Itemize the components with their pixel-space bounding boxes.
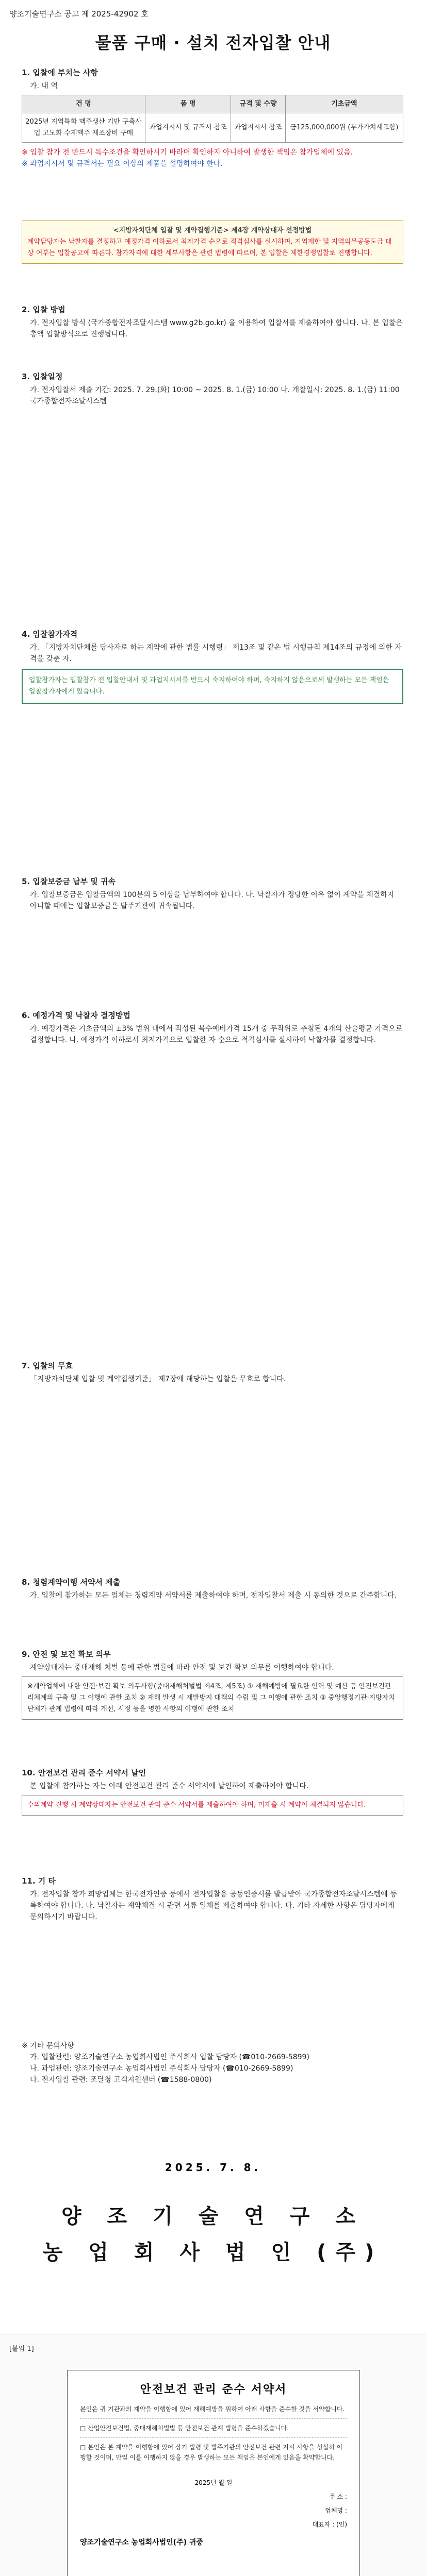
- table-header-row: [22, 95, 403, 113]
- section-3: [22, 371, 403, 407]
- section-text: 본 입찰에 참가하는 자는 아래 안전보건 관리 준수 서약서에 날인하여 제출하여야 합니다.: [30, 1782, 309, 1790]
- pledge-form: [67, 2370, 360, 2576]
- section-heading: 10. 안전보건 관리 준수 서약서 날인: [22, 1768, 146, 1777]
- section-heading: 6. 예정가격 및 낙찰자 결정방법: [22, 1011, 130, 1020]
- form-recipient: 양조기술연구소 농업회사법인(주) 귀중: [80, 2538, 203, 2547]
- table-header: 품 명: [145, 95, 231, 113]
- section-heading: 9. 안전 및 보건 확보 의무: [22, 1650, 111, 1659]
- contact-line: 나. 과업관련: 양조기술연구소 농업회사법인 주식회사 담당자 (☎010-2669-5899): [30, 2064, 293, 2073]
- table-cell: 과업지시서 참조: [231, 113, 285, 143]
- section-text: 가. 전자입찰서 제출 기간: 2025. 7. 29.(화) 10:00 ~ 2025. 8. 1.(금) 10:00 나. 개찰일시: 2025. 8. 1.(금) 11:00 국가종합전자조달시스템: [30, 386, 400, 405]
- section-heading: 1. 입찰에 부치는 사항: [22, 68, 98, 77]
- section-heading: 11. 기 타: [22, 1876, 56, 1886]
- form-address: 주 소 :: [329, 2493, 347, 2500]
- attachment-label: [붙임 1]: [9, 2345, 34, 2353]
- section-text: 가. 예정가격은 기초금액의 ±3% 범위 내에서 작성된 복수예비가격 15개 중 무작위로 추첨된 4개의 산술평균 가격으로 결정합니다. 나. 예정가격 이하로서 최저가격으로 입찰한 자 순으로 적격심사를 실시하여 낙찰자를 결정합니다.: [30, 1025, 403, 1044]
- table-header: 기초금액: [285, 95, 403, 113]
- section-heading: 5. 입찰보증금 납부 및 귀속: [22, 877, 116, 886]
- section-heading: 2. 입찰 방법: [22, 305, 65, 314]
- section-11: [22, 1875, 403, 1923]
- organization-name: 양 조 기 술 연 구 소: [61, 2205, 365, 2228]
- form-item: □ 산업안전보건법, 중대재해처벌법 등 안전보건 관계 법령을 준수하겠습니다.: [80, 2418, 347, 2433]
- section-text: 가. 「지방자치단체를 당사자로 하는 계약에 관한 법률 시행령」 제13조 및 같은 법 시행규칙 제14조의 규정에 의한 자격을 갖춘 자.: [30, 643, 402, 663]
- table-row: [22, 113, 403, 143]
- form-body: [68, 2397, 359, 2470]
- notice-box: [22, 221, 403, 264]
- section-heading: 7. 입찰의 무효: [22, 1361, 73, 1370]
- contact-line: 다. 전자입찰 관련: 조달청 고객지원센터 (☎1588-0800): [30, 2076, 212, 2084]
- red-note: ※ 입찰 참가 전 반드시 특수조건을 확인하시기 바라며 확인하지 아니하여 발생한 책임은 참가업체에 있음.: [22, 148, 353, 157]
- section-text: 「지방자치단체 입찰 및 계약집행기준」 제7장에 해당하는 입찰은 무효로 합니다.: [30, 1375, 286, 1383]
- section-5: [22, 876, 403, 912]
- document-title: 물품 구매 · 설치 전자입찰 안내: [95, 33, 331, 53]
- sub-heading: 가. 내 역: [30, 82, 58, 90]
- form-representative: 대표자 : (인): [312, 2521, 347, 2528]
- contact-section: [22, 2040, 403, 2086]
- section-text: 가. 전자입찰 참가 희망업체는 한국전자인증 등에서 전자입찰용 공동인증서를 발급받아 국가종합전자조달시스템에 등록하여야 합니다. 나. 낙찰자는 계약체결 시 관련 서류 일체를 제출하여야 합니다. 다. 기타 자세한 사항은 담당자에게 문의하시기 바랍니다.: [30, 1890, 397, 1921]
- table-header: 건 명: [22, 95, 145, 113]
- form-intro: 본인은 귀 기관과의 계약을 이행함에 있어 재해예방을 위하여 아래 사항을 준수할 것을 서약합니다.: [80, 2405, 345, 2413]
- section-text: 가. 입찰에 참가하는 모든 업체는 청렴계약 서약서를 제출하여야 하며, 전자입찰서 제출 시 동의한 것으로 간주합니다.: [30, 1591, 397, 1600]
- form-title: 안전보건 관리 준수 서약서: [140, 2383, 287, 2396]
- announcement-date: 2025. 7. 8.: [165, 2161, 261, 2174]
- section-text: 가. 입찰보증금은 입찰금액의 100분의 5 이상을 납부하여야 합니다. 나. 낙찰자가 정당한 이유 없이 계약을 체결하지 아니할 때에는 입찰보증금은 발주기관에 귀속됩니다.: [30, 891, 395, 910]
- section-8: [22, 1577, 403, 1601]
- section-9: [22, 1649, 403, 1723]
- organization-name-line2: 농 업 회 사 법 인 (주): [42, 2241, 384, 2264]
- section-4: [22, 629, 403, 708]
- section-2: [22, 304, 403, 340]
- form-date: 2025년 월 일: [194, 2479, 233, 2486]
- bid-items-table: [22, 95, 403, 143]
- section-heading: 3. 입찰일정: [22, 372, 63, 381]
- section-text: 계약상대자는 중대재해 처벌 등에 관한 법률에 따라 안전 및 보건 확보 의무를 이행하여야 합니다.: [30, 1664, 334, 1672]
- contact-line: 가. 입찰관련: 양조기술연구소 농업회사법인 주식회사 입찰 담당자 (☎010-2669-5899): [30, 2053, 309, 2061]
- eligibility-note-box: 입찰참가자는 입찰참가 전 입찰안내서 및 과업지시서를 반드시 숙지하여야 하며, 숙지하지 않음으로써 발생하는 모든 책임은 입찰참가자에게 있습니다.: [22, 669, 403, 704]
- safety-obligations-box: ※계약업체에 대한 안전·보건 확보 의무사항(중대재해처벌법 제4조, 제5조) ① 재해예방에 필요한 인력 및 예산 등 안전보건관리체계의 구축 및 그 이행에 관한 조치 ② 재해 발생 시 재발방지 대책의 수립 및 그 이행에 관한 조치 ③ 중앙행정기관·지방자치단체가 관계 법령에 따라 개선, 시정 등을 명한 사항의 이행에 관한 조치: [22, 1676, 403, 1720]
- section-heading: 4. 입찰참가자격: [22, 630, 78, 639]
- blue-note: ※ 과업지시서 및 규격서는 필요 이상의 제품을 설명하여야 한다.: [22, 160, 223, 168]
- section-1: [22, 67, 403, 170]
- pledge-quote-box: 수의계약 진행 시 계약상대자는 안전보건 관리 준수 서약서를 제출하여야 하며, 미제출 시 계약이 체결되지 않습니다.: [22, 1795, 403, 1816]
- notice-heading: <지방자치단체 입찰 및 계약집행기준> 제4장 계약상대자 선정방법: [113, 227, 312, 234]
- section-7: [22, 1360, 403, 1385]
- section-text: 가. 전자입찰 방식 (국가종합전자조달시스템 www.g2b.go.kr) 을 이용하여 입찰서를 제출하여야 합니다. 나. 본 입찰은 총액 입찰방식으로 진행됩니다.: [30, 319, 403, 338]
- form-item: □ 본인은 본 계약을 이행함에 있어 상기 법령 및 발주기관의 안전보건 관련 지시 사항을 성실히 이행할 것이며, 만일 이를 이행하지 않을 경우 발생하는 모든 책임은 본인에게 있음을 확약합니다.: [80, 2437, 347, 2463]
- section-6: [22, 1010, 403, 1046]
- notice-text: 계약담당자는 낙찰자를 결정하고 예정가격 이하로서 최저가격 순으로 적격심사를 실시하며, 지역제한 및 지역의무공동도급 대상 여부는 입찰공고에 따른다. 참가자격에 대한 세부사항은 관련 법령에 따르며, 본 입찰은 제한경쟁입찰로 진행합니다.: [27, 238, 392, 257]
- table-cell: 2025년 지역특화 맥주생산 기반 구축사업 고도화 수제맥주 제조장비 구매: [22, 113, 145, 143]
- form-signature-block: [68, 2470, 359, 2532]
- contact-intro: ※ 기타 문의사항: [22, 2042, 74, 2050]
- section-10: [22, 1767, 403, 1819]
- announcement-number: 양조기술연구소 공고 제 2025-42902 호: [9, 9, 149, 19]
- section-heading: 8. 청렴계약이행 서약서 제출: [22, 1578, 121, 1587]
- form-company: 업체명 :: [325, 2507, 347, 2514]
- notice-section: [22, 216, 403, 268]
- table-header: 규격 및 수량: [231, 95, 285, 113]
- table-cell: 금125,000,000원 (부가가치세포함): [285, 113, 403, 143]
- table-cell: 과업지시서 및 규격서 참조: [145, 113, 231, 143]
